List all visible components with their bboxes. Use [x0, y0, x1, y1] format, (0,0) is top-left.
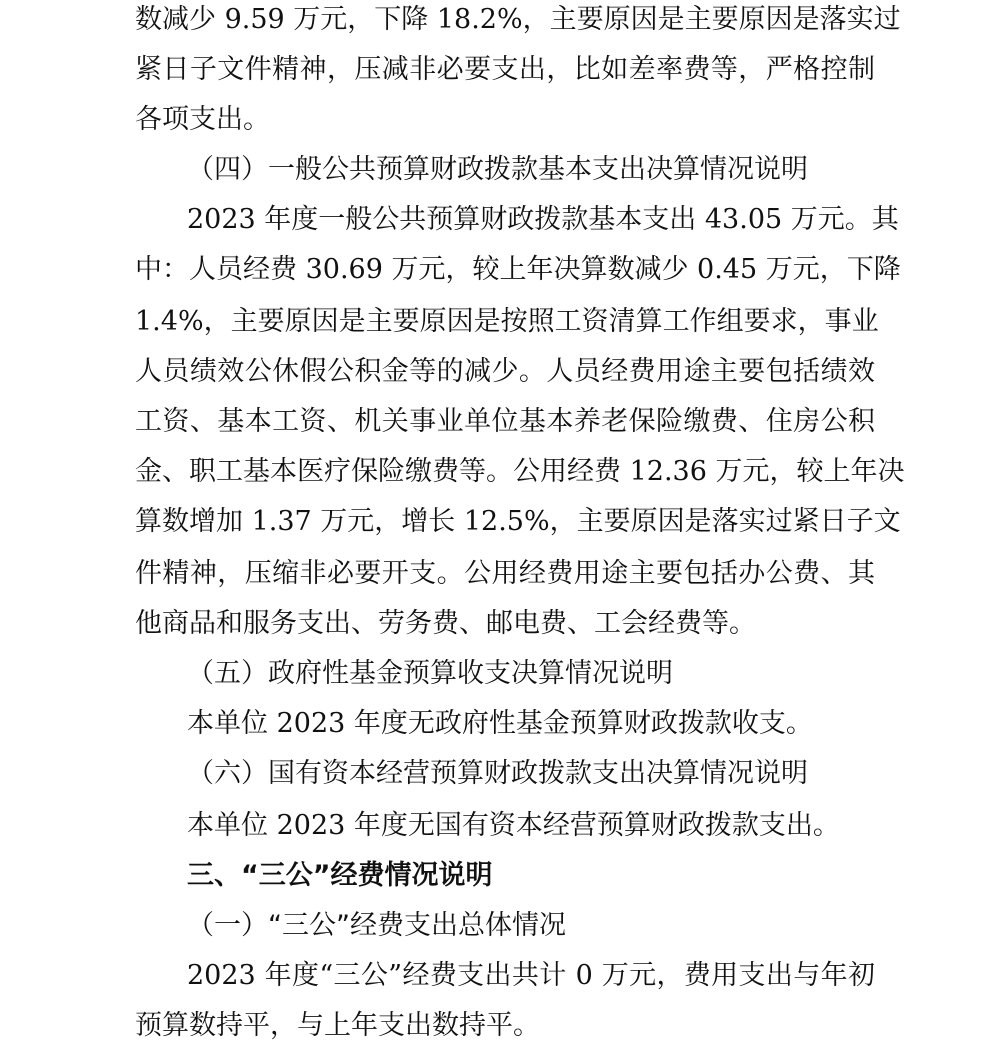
section-heading: （六）国有资本经营预算财政拨款支出决算情况说明 — [187, 758, 808, 789]
paragraph-line: 金、职工基本医疗保险缴费等。公用经费 12.36 万元，较上年决 — [135, 456, 905, 487]
paragraph-line: 他商品和服务支出、劳务费、邮电费、工会经费等。 — [135, 608, 756, 639]
paragraph-line: 1.4%，主要原因是主要原因是按照工资清算工作组要求，事业 — [135, 306, 879, 337]
section-heading: （一）“三公”经费支出总体情况 — [187, 910, 566, 941]
section-heading: （五）政府性基金预算收支决算情况说明 — [187, 658, 673, 689]
paragraph-line: 人员绩效公休假公积金等的减少。人员经费用途主要包括绩效 — [135, 356, 875, 387]
paragraph-line: 紧日子文件精神，压减非必要支出，比如差率费等，严格控制 — [135, 54, 875, 85]
paragraph-line: 数减少 9.59 万元，下降 18.2%，主要原因是主要原因是落实过 — [135, 4, 901, 35]
paragraph-line: 工资、基本工资、机关事业单位基本养老保险缴费、住房公积 — [135, 406, 875, 437]
paragraph-line: 件精神，压缩非必要开支。公用经费用途主要包括办公费、其 — [135, 558, 875, 589]
paragraph-line: 2023 年度“三公”经费支出共计 0 万元，费用支出与年初 — [187, 960, 875, 991]
paragraph-line: 中：人员经费 30.69 万元，较上年决算数减少 0.45 万元，下降 — [135, 254, 901, 285]
paragraph-line: 预算数持平，与上年支出数持平。 — [135, 1010, 540, 1041]
paragraph-line: 本单位 2023 年度无政府性基金预算财政拨款收支。 — [187, 708, 813, 739]
paragraph-line: 2023 年度一般公共预算财政拨款基本支出 43.05 万元。其 — [187, 204, 899, 235]
section-heading: （四）一般公共预算财政拨款基本支出决算情况说明 — [187, 154, 808, 185]
part-heading: 三、“三公”经费情况说明 — [187, 860, 493, 891]
paragraph-line: 各项支出。 — [135, 104, 270, 135]
paragraph-line: 算数增加 1.37 万元，增长 12.5%，主要原因是落实过紧日子文 — [135, 506, 901, 537]
paragraph-line: 本单位 2023 年度无国有资本经营预算财政拨款支出。 — [187, 810, 840, 841]
